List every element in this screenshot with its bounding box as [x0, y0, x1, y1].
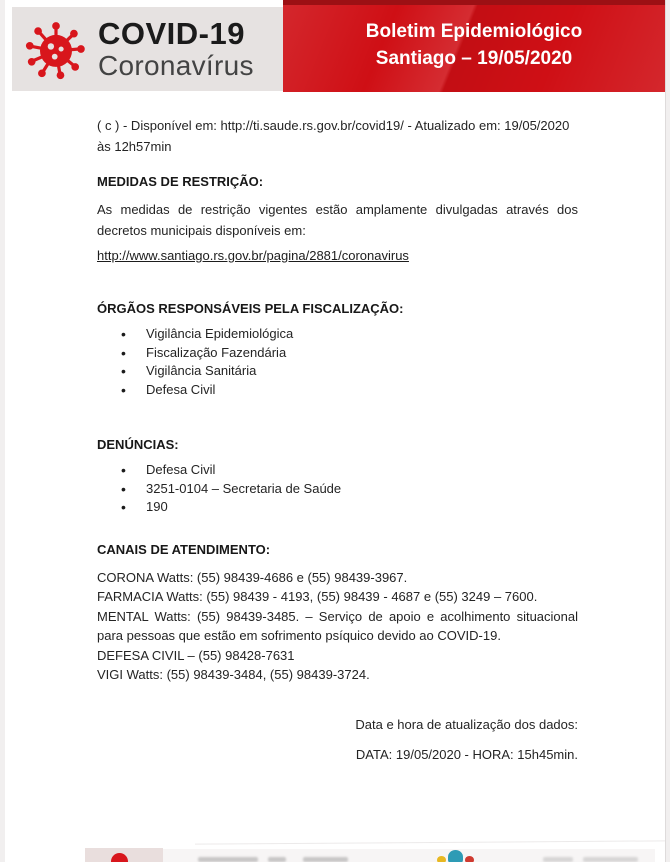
- channel-line: FARMACIA Watts: (55) 98439 - 4193, (55) 98439 - 4687 e (55) 3249 – 7600.: [97, 589, 538, 604]
- inspection-list: [121, 325, 578, 399]
- channels-heading: CANAIS DE ATENDIMENTO:: [97, 541, 271, 557]
- partial-text-smudge: [268, 857, 286, 862]
- channel-line: DEFESA CIVIL – (55) 98428-7631: [97, 647, 295, 663]
- bulletin-header: [5, 0, 665, 95]
- channel-line: MENTAL Watts: (55) 98439-3485. – Serviço de apoio e acolhimento situacional para pessoas que estão em sofrimento psíquico devido ao COVID-19.: [97, 608, 578, 643]
- list-item: • Fiscalização Fazendária: [121, 344, 578, 363]
- banner-top-strip: [283, 0, 665, 5]
- next-page-logo-peek: [85, 848, 163, 862]
- list-item: • 3251-0104 – Secretaria de Saúde: [121, 480, 578, 499]
- restrictions-paragraph: As medidas de restrição vigentes estão amplamente divulgadas através dos decretos municipais disponíveis em:: [97, 202, 578, 238]
- logo-title: COVID-19: [98, 16, 245, 51]
- partial-text-smudge: [583, 857, 638, 862]
- banner-subtitle: Santiago – 19/05/2020: [375, 48, 573, 69]
- list-item: • Vigilância Epidemiológica: [121, 325, 578, 344]
- update-value: DATA: 19/05/2020 - HORA: 15h45min.: [355, 746, 578, 762]
- update-info: [97, 715, 578, 765]
- complaints-list: [121, 461, 578, 517]
- document-content: [5, 95, 665, 765]
- complaints-heading: DENÚNCIAS:: [97, 437, 179, 452]
- partial-text-smudge: [543, 857, 573, 862]
- next-page-strip: [163, 849, 655, 862]
- list-item: • Vigilância Sanitária: [121, 362, 578, 381]
- bulletin-title-banner: [283, 0, 665, 92]
- partial-text-smudge: [198, 857, 258, 862]
- people-icon: [435, 850, 475, 862]
- source-note: ( c ) - Disponível em: http://ti.saude.rs.gov.br/covid19/ - Atualizado em: 19/05/2020 às 12h57min: [97, 118, 570, 154]
- list-item: • Defesa Civil: [121, 381, 578, 400]
- document-page: [5, 0, 666, 862]
- coronavirus-icon: [24, 14, 88, 84]
- decrees-link[interactable]: http://www.santiago.rs.gov.br/pagina/2881/coronavirus: [97, 248, 409, 263]
- channel-line: CORONA Watts: (55) 98439-4686 e (55) 98439-3967.: [97, 569, 408, 585]
- restrictions-heading: MEDIDAS DE RESTRIÇÃO:: [97, 174, 264, 189]
- banner-title: Boletim Epidemiológico: [365, 21, 583, 42]
- update-label: Data e hora de atualização dos dados:: [355, 716, 578, 732]
- coronavirus-icon-peek: [111, 853, 128, 862]
- list-item: • 190: [121, 498, 578, 517]
- next-page-peek: [5, 848, 665, 862]
- inspection-heading: ÓRGÃOS RESPONSÁVEIS PELA FISCALIZAÇÃO:: [97, 301, 404, 316]
- channels-list: [97, 568, 578, 685]
- partial-text-smudge: [303, 857, 348, 862]
- channel-line: VIGI Watts: (55) 98439-3484, (55) 98439-3724.: [97, 667, 370, 682]
- logo-subtitle: Coronavírus: [98, 50, 254, 81]
- page-separator-line: [195, 840, 665, 844]
- list-item: • Defesa Civil: [121, 461, 578, 480]
- covid-logo-block: [12, 7, 283, 91]
